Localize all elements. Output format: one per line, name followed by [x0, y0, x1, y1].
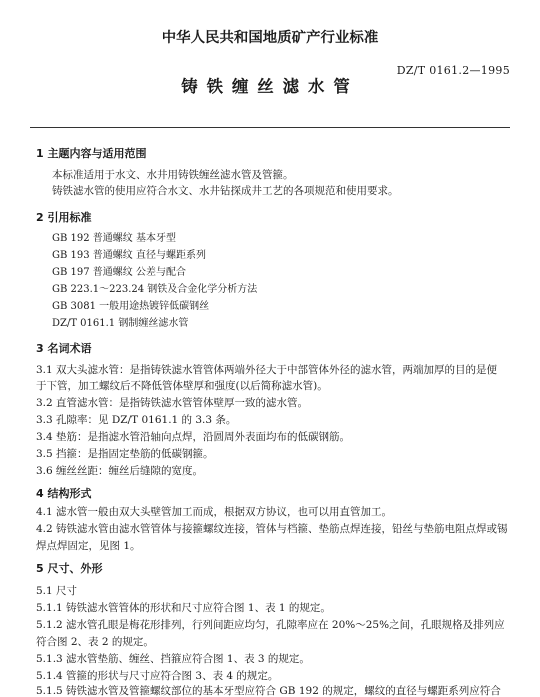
section-4-heading: 4 结构形式: [36, 487, 92, 500]
section-3-line: 3.1 双大头滤水管：是指铸铁滤水管管体两端外径大于中部管体外径的滤水管，两端加厚的目的是便: [36, 364, 498, 376]
header-rule: [30, 127, 510, 128]
section-4-line: 4.2 铸铁滤水管由滤水管管体与接箍螺纹连接，管体与档箍、垫筋点焊连接，铅丝与垫筋电阻点焊或锡: [36, 523, 508, 535]
standard-authority: 中华人民共和国地质矿产行业标准: [161, 30, 379, 46]
section-3-heading: 3 名词术语: [36, 342, 92, 355]
section-2-heading: 2 引用标准: [36, 211, 92, 224]
section-4-line: 焊点焊固定，见图 1。: [36, 540, 141, 552]
section-3-line: 于下管，加工螺纹后不降低管体壁厚和强度(以后简称滤水管)。: [36, 380, 328, 392]
section-5-line: 5.1.2 滤水管孔眼是梅花形排列，行列间距应均匀，孔隙率应在 20%～25%之间，孔眼规格及排列应: [36, 619, 505, 631]
section-5-line: 5.1.4 管箍的形状与尺寸应符合图 3、表 4 的规定。: [36, 670, 279, 682]
reference-item: GB 223.1～223.24 钢铁及合金化学分析方法: [52, 284, 258, 295]
section-3-line: 3.4 垫筋：是指滤水管沿轴向点焊，沿圆周外表面均布的低碳钢筋。: [36, 431, 351, 443]
section-5-line: 5.1.3 滤水管垫筋、缠丝、挡箍应符合图 1、表 3 的规定。: [36, 653, 310, 665]
standard-code: DZ/T 0161.2—1995: [396, 64, 510, 77]
reference-item: GB 192 普通螺纹 基本牙型: [52, 233, 176, 244]
section-1-line: 铸铁滤水管的使用应符合水文、水井钻探成井工艺的各项规范和使用要求。: [52, 185, 399, 197]
section-3-line: 3.2 直管滤水管：是指铸铁滤水管管体壁厚一致的滤水管。: [36, 397, 309, 409]
section-5-line: 符合图 2、表 2 的规定。: [36, 636, 154, 648]
section-5-line: 5.1.5 铸铁滤水管及管箍螺纹部位的基本牙型应符合 GB 192 的规定，螺纹的直径与螺距系列应符合: [36, 685, 501, 697]
section-5-heading: 5 尺寸、外形: [36, 562, 103, 575]
document-title: 铸铁缠丝滤水管: [181, 77, 359, 96]
reference-item: GB 193 普通螺纹 直径与螺距系列: [52, 250, 206, 261]
section-5-line: 5.1.1 铸铁滤水管管体的形状和尺寸应符合图 1、表 1 的规定。: [36, 602, 331, 614]
section-5-line: 5.1 尺寸: [36, 585, 78, 597]
section-1-line: 本标准适用于水文、水井用铸铁缠丝滤水管及管箍。: [52, 169, 294, 181]
section-3-line: 3.3 孔隙率：见 DZ/T 0161.1 的 3.3 条。: [36, 414, 237, 426]
section-1-heading: 1 主题内容与适用范围: [36, 147, 147, 160]
reference-item: GB 3081 一般用途热镀锌低碳钢丝: [52, 301, 210, 312]
section-4-line: 4.1 滤水管一般由双大头壁管加工而成，根据双方协议，也可以用直管加工。: [36, 506, 393, 518]
reference-item: GB 197 普通螺纹 公差与配合: [52, 267, 186, 278]
reference-item: DZ/T 0161.1 钢制缠丝滤水管: [52, 318, 189, 329]
section-3-line: 3.6 缠丝丝距：缠丝后缝隙的宽度。: [36, 465, 204, 477]
section-3-line: 3.5 挡箍：是指固定垫筋的低碳钢箍。: [36, 448, 214, 460]
